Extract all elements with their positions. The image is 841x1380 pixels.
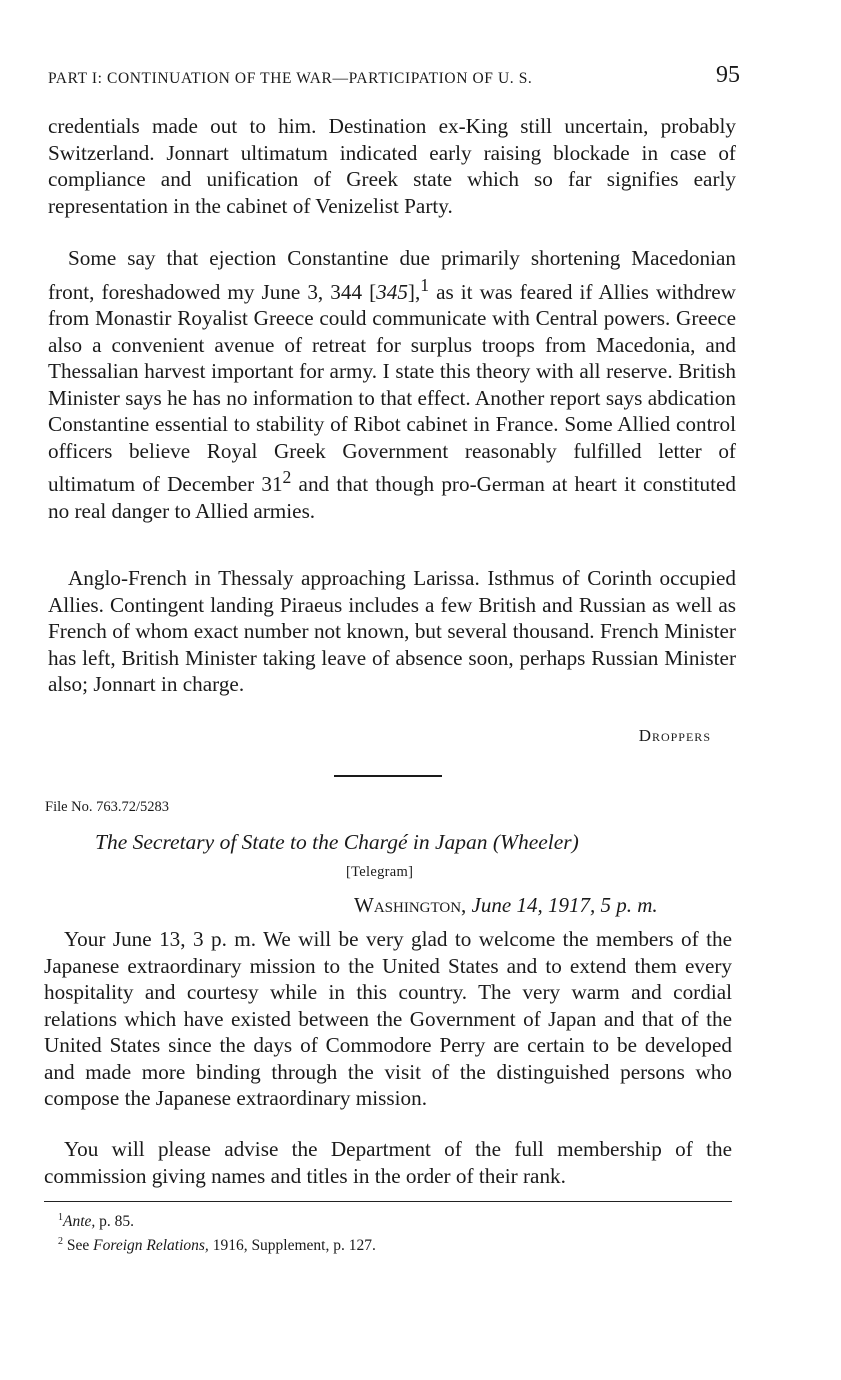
paragraph-text: credentials made out to him. Destination ex-King still uncertain, probably Switzerland. Jonnart ultimatum indicated early raising blockade in case of compliance and unification of Greek state which so far signifies early representation in the cabinet of Venizelist Party. [48, 114, 736, 218]
document-type: [Telegram] [346, 864, 414, 880]
footnote-marker: 1 [58, 1212, 63, 1223]
dateline-place: Washington, [354, 893, 467, 917]
document-heading: The Secretary of State to the Chargé in Japan (Wheeler) [95, 830, 579, 854]
paragraph-text-d: and that though pro-German at heart it constituted no real danger to Allied armies. [48, 472, 737, 523]
dateline-date: June 14, 1917, 5 p. m. [471, 893, 658, 917]
paragraph-text: Anglo-French in Thessaly approaching Larissa. Isthmus of Corinth occupied Allies. Contingent landing Piraeus includes a few British and Russian as well as French of whom exact number not known, but several thousand. French Minister has left, British Minister taking leave of absence soon, perhaps Russian Minister also; Jonnart in charge. [48, 566, 736, 696]
paragraph-text-b: ], [407, 279, 421, 304]
footnote-text: p. 85. [95, 1213, 135, 1231]
footnote-text: 1916, Supplement, p. 127. [208, 1237, 376, 1255]
telegram-paragraph-2 [44, 1136, 732, 1189]
continued-paragraph [48, 113, 736, 219]
thessaly-paragraph [48, 565, 736, 698]
footnote-marker: 2 [58, 1236, 63, 1248]
footnote-prefix: See [66, 1237, 94, 1255]
paragraph-text-c: as it was feared if Allies withdrew from Monastir Royalist Greece could communicate with Central powers. Greece also a convenient avenue of retreat for surplus troops from Macedonia, and Thessalian harvest important for army. I state this theory with all reserve. British Minister says he has no information to that effect. Another report says abdication Constantine essential to stability of Ribot cabinet in France. Some Allied control officers believe Royal Greek Government reasonably fulfilled letter of ultimatum of December 31 [48, 279, 736, 497]
paragraph-text-a: Some say that ejection Constantine due primarily shortening Macedonian front, foreshadowed my June 3, 344 [ [48, 246, 736, 304]
section-divider [334, 775, 442, 777]
footnote-rule [44, 1201, 732, 1202]
page-number: 95 [716, 62, 740, 88]
paragraph-text: You will please advise the Department of the full membership of the commission giving names and titles in the order of their rank. [44, 1137, 732, 1188]
footnote-1 [58, 1208, 718, 1232]
footnote-title: Foreign Relations, [93, 1237, 209, 1255]
running-title: PART I: CONTINUATION OF THE WAR—PARTICIPATION OF U. S. [48, 70, 533, 87]
footnote-2 [58, 1232, 718, 1256]
footnotes [58, 1208, 718, 1256]
footnote-ref-2: 2 [282, 467, 292, 488]
theory-paragraph [48, 245, 736, 524]
signature: Droppers [638, 726, 711, 745]
footnote-ref-1: 1 [420, 274, 430, 295]
paragraph-text: Your June 13, 3 p. m. We will be very glad to welcome the members of the Japanese extraordinary mission to the United States and to extend them every hospitality and courtesy while in this country. The very warm and cordial relations which have existed between the Government of Japan and that of the United States since the days of Commodore Perry are certain to be developed and made more binding through the visit of the distinguished persons who compose the Japanese extraordinary mission. [44, 927, 732, 1110]
dateline [354, 893, 658, 918]
telegram-reference: 345 [376, 279, 408, 304]
telegram-paragraph-1 [44, 926, 732, 1112]
file-number: File No. 763.72/5283 [45, 799, 170, 815]
running-head [48, 62, 740, 96]
footnote-italic: Ante, [63, 1213, 96, 1231]
